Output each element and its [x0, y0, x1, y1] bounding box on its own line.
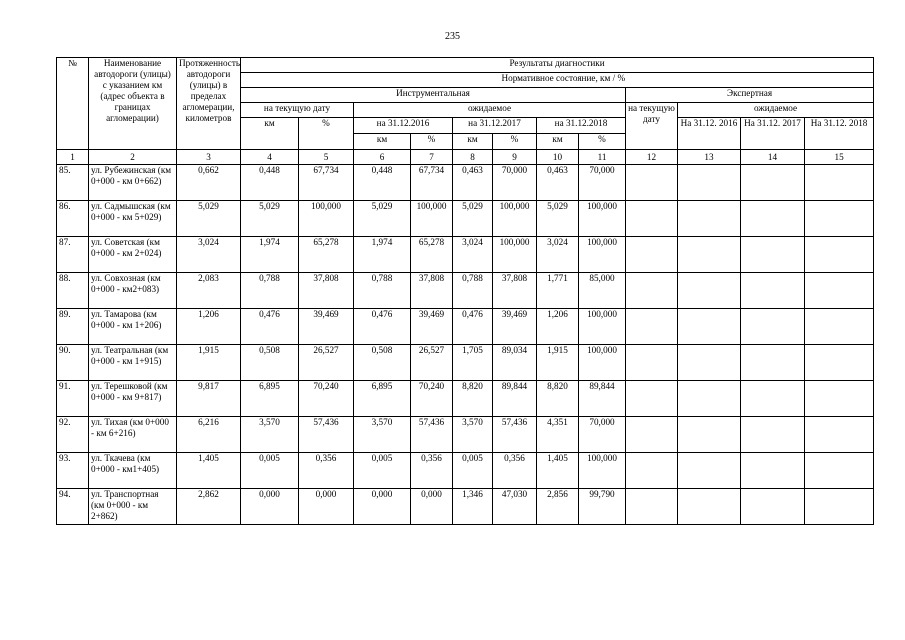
row-number: 94.: [57, 489, 89, 525]
col-index: 6: [354, 150, 411, 165]
value-cell: 0,476: [453, 309, 493, 345]
value-cell: 0,476: [354, 309, 411, 345]
value-cell: 5,029: [453, 201, 493, 237]
value-cell: 0,005: [453, 453, 493, 489]
header-km-2017: км: [453, 134, 493, 150]
expert-empty-cell: [741, 165, 805, 201]
value-cell: 89,034: [493, 345, 537, 381]
expert-empty-cell: [626, 489, 678, 525]
value-cell: 100,000: [493, 237, 537, 273]
expert-empty-cell: [626, 165, 678, 201]
expert-empty-cell: [805, 237, 874, 273]
value-cell: 57,436: [411, 417, 453, 453]
col-index: 3: [177, 150, 241, 165]
expert-empty-cell: [805, 201, 874, 237]
value-cell: 89,844: [579, 381, 626, 417]
value-cell: 26,527: [411, 345, 453, 381]
value-cell: 0,356: [299, 453, 354, 489]
value-cell: 1,206: [177, 309, 241, 345]
road-name-cell: ул. Терешковой (км 0+000 - км 9+817): [89, 381, 177, 417]
value-cell: 89,844: [493, 381, 537, 417]
value-cell: 2,856: [537, 489, 579, 525]
value-cell: 5,029: [354, 201, 411, 237]
value-cell: 70,240: [299, 381, 354, 417]
value-cell: 1,705: [453, 345, 493, 381]
table-row: [57, 345, 874, 381]
value-cell: 3,024: [453, 237, 493, 273]
value-cell: 100,000: [299, 201, 354, 237]
table-row: [57, 309, 874, 345]
table-row: [57, 273, 874, 309]
expert-empty-cell: [741, 201, 805, 237]
header-km: км: [241, 118, 299, 150]
value-cell: 0,788: [453, 273, 493, 309]
road-name-cell: ул. Советская (км 0+000 - км 2+024): [89, 237, 177, 273]
header-num: №: [57, 58, 89, 150]
value-cell: 100,000: [579, 201, 626, 237]
header-exp-2018: На 31.12. 2018: [805, 118, 874, 150]
value-cell: 4,351: [537, 417, 579, 453]
col-index: 2: [89, 150, 177, 165]
table-row: [57, 165, 874, 201]
value-cell: 0,476: [241, 309, 299, 345]
header-pct-2016: %: [411, 134, 453, 150]
expert-empty-cell: [678, 345, 741, 381]
header-2016: на 31.12.2016: [354, 118, 453, 134]
expert-empty-cell: [678, 273, 741, 309]
value-cell: 1,974: [241, 237, 299, 273]
expert-empty-cell: [741, 345, 805, 381]
value-cell: 0,005: [241, 453, 299, 489]
expert-empty-cell: [805, 489, 874, 525]
value-cell: 5,029: [241, 201, 299, 237]
value-cell: 1,915: [537, 345, 579, 381]
value-cell: 39,469: [493, 309, 537, 345]
value-cell: 70,240: [411, 381, 453, 417]
header-2017: на 31.12.2017: [453, 118, 537, 134]
expert-empty-cell: [626, 273, 678, 309]
value-cell: 9,817: [177, 381, 241, 417]
col-index: 12: [626, 150, 678, 165]
row-number: 85.: [57, 165, 89, 201]
header-pct-2017: %: [493, 134, 537, 150]
value-cell: 67,734: [299, 165, 354, 201]
expert-empty-cell: [678, 309, 741, 345]
expert-empty-cell: [805, 309, 874, 345]
value-cell: 6,895: [354, 381, 411, 417]
value-cell: 65,278: [411, 237, 453, 273]
value-cell: 0,448: [241, 165, 299, 201]
value-cell: 5,029: [537, 201, 579, 237]
value-cell: 65,278: [299, 237, 354, 273]
expert-empty-cell: [741, 237, 805, 273]
value-cell: 67,734: [411, 165, 453, 201]
value-cell: 37,808: [411, 273, 453, 309]
row-number: 88.: [57, 273, 89, 309]
table-row: [57, 201, 874, 237]
table-row: [57, 453, 874, 489]
value-cell: 0,356: [411, 453, 453, 489]
header-road-name: Наименование автодороги (улицы) с указанием км (адрес объекта в границах агломерации): [89, 58, 177, 150]
expert-empty-cell: [626, 237, 678, 273]
value-cell: 0,788: [354, 273, 411, 309]
value-cell: 2,083: [177, 273, 241, 309]
value-cell: 0,788: [241, 273, 299, 309]
diagnostics-table: [56, 57, 874, 525]
header-exp-2017: На 31.12. 2017: [741, 118, 805, 150]
row-number: 91.: [57, 381, 89, 417]
header-km-2018: км: [537, 134, 579, 150]
header-exp-expected: ожидаемое: [678, 103, 874, 118]
header-exp-current: на текущую дату: [626, 103, 678, 150]
value-cell: 0,005: [354, 453, 411, 489]
road-name-cell: ул. Совхозная (км 0+000 - км2+083): [89, 273, 177, 309]
expert-empty-cell: [626, 201, 678, 237]
road-name-cell: ул. Садмышская (км 0+000 - км 5+029): [89, 201, 177, 237]
header-pct: %: [299, 118, 354, 150]
value-cell: 1,405: [537, 453, 579, 489]
expert-empty-cell: [805, 165, 874, 201]
value-cell: 99,790: [579, 489, 626, 525]
value-cell: 1,974: [354, 237, 411, 273]
value-cell: 3,024: [537, 237, 579, 273]
page-number: 235: [445, 31, 460, 42]
expert-empty-cell: [805, 381, 874, 417]
value-cell: 100,000: [579, 453, 626, 489]
row-number: 90.: [57, 345, 89, 381]
value-cell: 100,000: [579, 345, 626, 381]
expert-empty-cell: [626, 453, 678, 489]
value-cell: 8,820: [453, 381, 493, 417]
value-cell: 85,000: [579, 273, 626, 309]
value-cell: 1,206: [537, 309, 579, 345]
value-cell: 100,000: [579, 309, 626, 345]
value-cell: 3,570: [241, 417, 299, 453]
col-index: 14: [741, 150, 805, 165]
road-name-cell: ул. Театральная (км 0+000 - км 1+915): [89, 345, 177, 381]
header-km-2016: км: [354, 134, 411, 150]
value-cell: 6,216: [177, 417, 241, 453]
value-cell: 57,436: [299, 417, 354, 453]
col-index: 13: [678, 150, 741, 165]
value-cell: 47,030: [493, 489, 537, 525]
value-cell: 1,771: [537, 273, 579, 309]
header-expected: ожидаемое: [354, 103, 626, 118]
header-results: Результаты диагностики: [241, 58, 874, 73]
road-name-cell: ул. Тамарова (км 0+000 - км 1+206): [89, 309, 177, 345]
value-cell: 5,029: [177, 201, 241, 237]
header-pct-2018: %: [579, 134, 626, 150]
col-index: 4: [241, 150, 299, 165]
expert-empty-cell: [626, 417, 678, 453]
col-index: 9: [493, 150, 537, 165]
col-index: 10: [537, 150, 579, 165]
row-number: 86.: [57, 201, 89, 237]
expert-empty-cell: [678, 381, 741, 417]
value-cell: 3,024: [177, 237, 241, 273]
expert-empty-cell: [805, 273, 874, 309]
value-cell: 39,469: [299, 309, 354, 345]
expert-empty-cell: [741, 381, 805, 417]
value-cell: 70,000: [493, 165, 537, 201]
header-exp-2016: На 31.12. 2016: [678, 118, 741, 150]
header-2018: на 31.12.2018: [537, 118, 626, 134]
road-name-cell: ул. Рубежинская (км 0+000 - км 0+662): [89, 165, 177, 201]
expert-empty-cell: [678, 453, 741, 489]
expert-empty-cell: [741, 417, 805, 453]
value-cell: 1,346: [453, 489, 493, 525]
expert-empty-cell: [678, 237, 741, 273]
expert-empty-cell: [805, 417, 874, 453]
value-cell: 0,508: [241, 345, 299, 381]
value-cell: 0,000: [299, 489, 354, 525]
col-index: 15: [805, 150, 874, 165]
value-cell: 2,862: [177, 489, 241, 525]
value-cell: 37,808: [299, 273, 354, 309]
table-row: [57, 489, 874, 525]
value-cell: 0,448: [354, 165, 411, 201]
row-number: 87.: [57, 237, 89, 273]
value-cell: 26,527: [299, 345, 354, 381]
value-cell: 0,000: [411, 489, 453, 525]
value-cell: 70,000: [579, 165, 626, 201]
column-index-row: [57, 150, 874, 165]
expert-empty-cell: [741, 489, 805, 525]
value-cell: 3,570: [453, 417, 493, 453]
row-number: 89.: [57, 309, 89, 345]
value-cell: 1,405: [177, 453, 241, 489]
expert-empty-cell: [805, 345, 874, 381]
header-normative: Нормативное состояние, км / %: [241, 73, 874, 88]
value-cell: 3,570: [354, 417, 411, 453]
road-name-cell: ул. Ткачева (км 0+000 - км1+405): [89, 453, 177, 489]
expert-empty-cell: [626, 309, 678, 345]
value-cell: 57,436: [493, 417, 537, 453]
table-body: [57, 165, 874, 525]
value-cell: 100,000: [411, 201, 453, 237]
expert-empty-cell: [678, 489, 741, 525]
col-index: 8: [453, 150, 493, 165]
header-instrumental: Инструментальная: [241, 88, 626, 103]
expert-empty-cell: [626, 345, 678, 381]
value-cell: 37,808: [493, 273, 537, 309]
header-expert: Экспертная: [626, 88, 874, 103]
road-name-cell: ул. Тихая (км 0+000 - км 6+216): [89, 417, 177, 453]
expert-empty-cell: [805, 453, 874, 489]
expert-empty-cell: [626, 381, 678, 417]
col-index: 7: [411, 150, 453, 165]
expert-empty-cell: [741, 453, 805, 489]
expert-empty-cell: [678, 165, 741, 201]
col-index: 1: [57, 150, 89, 165]
value-cell: 1,915: [177, 345, 241, 381]
value-cell: 0,463: [537, 165, 579, 201]
table-row: [57, 417, 874, 453]
value-cell: 39,469: [411, 309, 453, 345]
value-cell: 0,662: [177, 165, 241, 201]
table-row: [57, 237, 874, 273]
row-number: 92.: [57, 417, 89, 453]
value-cell: 100,000: [579, 237, 626, 273]
row-number: 93.: [57, 453, 89, 489]
expert-empty-cell: [741, 273, 805, 309]
road-name-cell: ул. Транспортная (км 0+000 - км 2+862): [89, 489, 177, 525]
value-cell: 6,895: [241, 381, 299, 417]
col-index: 5: [299, 150, 354, 165]
col-index: 11: [579, 150, 626, 165]
header-current-date: на текущую дату: [241, 103, 354, 118]
value-cell: 0,000: [241, 489, 299, 525]
value-cell: 70,000: [579, 417, 626, 453]
value-cell: 0,508: [354, 345, 411, 381]
table-row: [57, 381, 874, 417]
value-cell: 0,000: [354, 489, 411, 525]
value-cell: 0,356: [493, 453, 537, 489]
expert-empty-cell: [678, 417, 741, 453]
value-cell: 0,463: [453, 165, 493, 201]
value-cell: 100,000: [493, 201, 537, 237]
expert-empty-cell: [741, 309, 805, 345]
expert-empty-cell: [678, 201, 741, 237]
header-length: Протяженность автодороги (улицы) в пределах агломерации, километров: [177, 58, 241, 150]
value-cell: 8,820: [537, 381, 579, 417]
